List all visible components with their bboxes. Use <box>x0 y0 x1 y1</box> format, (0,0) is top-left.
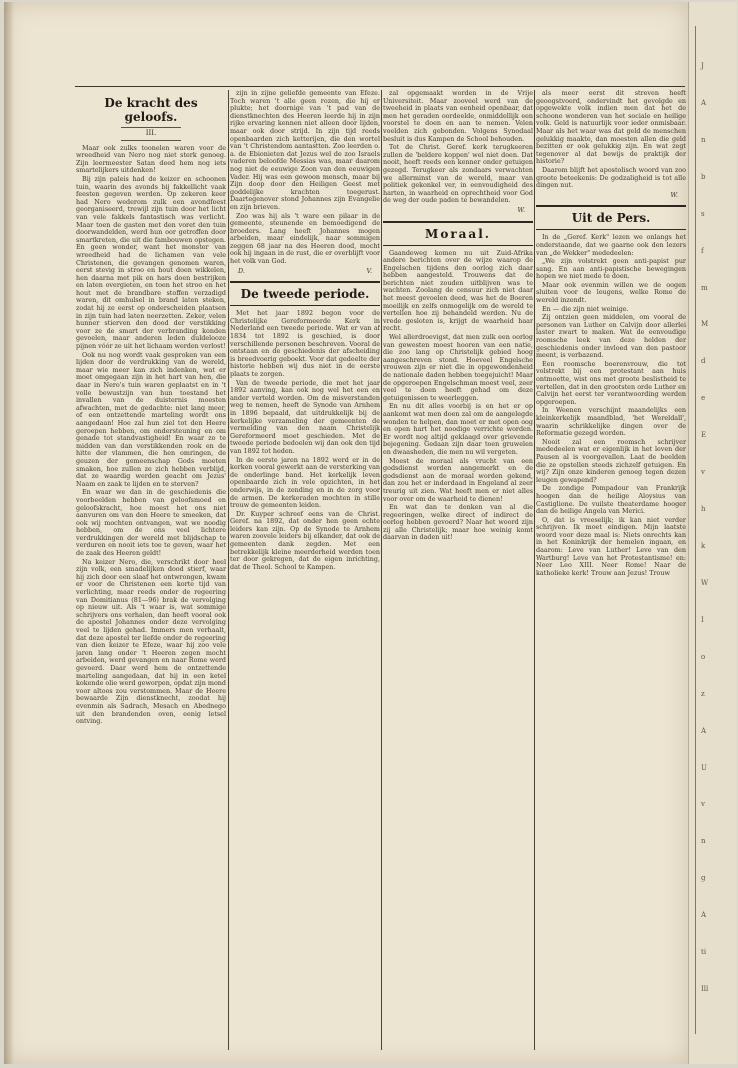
paragraph: En — die zijn niet weinige. <box>542 304 629 313</box>
edge-letter: g <box>701 874 706 883</box>
edge-letter: J <box>701 62 704 70</box>
paragraph: Maar ook evenmin willen we de oogen sluiten voor de leugens, welke Rome de wereld inzendt. <box>536 280 686 305</box>
article-body <box>230 90 380 266</box>
edge-letter: Ill <box>701 985 709 994</box>
paragraph: Gaandeweg komen nu uit Zuid-Afrika andere berichten over de wijze waarop de Engelschen tijdens den oorlog zich daar hebben aangesteld. Trouwens dat de berichten niet zouden uitblijven was te wachten. Zoolang de censuur zich niet daar het meest gevoelen deed, was het de Boeren moeilijk en zelfs onmogelijk om de wereld te vertellen hoe zij behandeld werden. Nu de vrede gesloten is, krijgt de waarheid haar recht. <box>383 248 533 333</box>
article-title: Moraal. <box>425 226 491 241</box>
article-body <box>230 310 380 571</box>
article-title-box <box>230 281 380 306</box>
edge-letter: b <box>701 172 706 181</box>
paragraph: als meer eerst dit streven heeft geoogstvoerd, ondervindt het gevolgde en opgewekte volk indien men dat het de schoone wonderen van het sociale en heilige volk. Geld is natuurlijk voor ieder onmisbaar. Maar als het waar was dat geld de menschen gelukkig maakte, dan moesten allen die geld bezitten er ook gelukkig zijn. En wat zegt tegenover al dat bewijs de praktijk der historie? <box>536 90 686 166</box>
edge-letter: d <box>701 357 706 366</box>
paragraph: Zoo was hij als 't ware een pilaar in de gemeente, steunende en bemoedigend de broeders. Lang heeft Johannes mogen arbeiden, maar eindelijk, naar sommigen zeggen 68 jaar na des Heeren dood, mocht ook hij ingaan in de rust, die er overblijft voor het volk van God. <box>230 211 380 266</box>
column-rule <box>381 90 382 1050</box>
paragraph: O, dat is vreeselijk; ik kan niet verder schrijven. Ik moet eindigen. Mijn laatste woord voor deze maal is: Niets onrechts kan in het Koninkrijk der hemelen ingaan, en daarom: Leve van Luther! Leve van den Wartburg! Leve van het Protestantisme! en: Neer Leo XIII. Neer Rome! Naar de katholieke kerk! Trouw aan Jezus! Trouw <box>536 515 686 577</box>
paragraph: En nu dit alles voorbij is en het er op aankomt wat men doen zal om de aangelegde wonden te helpen, dan moet er met open oog en open hart het noodige verrichte worden. Er wordt nog altijd geklaagd over grievende bejegening. Gedaan zijn daar toen gruwelen en dwaasheden, die men nu wil vergeten. <box>383 402 533 456</box>
paragraph: Moest de moraal als vrucht van een godsdienst worden aangemerkt en de godsdienst aan de moraal worden gekend, dan zou het er inderdaad in Engeland al zeer treurig uit zien. Wat heeft men er niet alles voor over om de waarheid te dienen! <box>383 456 533 503</box>
paragraph: Na keizer Nero, die, verschrikt door heel zijn volk, een smadelijken dood stierf, waar hij zich door een slaaf het ontwrongen, kwam er voor de Christenen een korte tijd van verlichting, maar reeds onder de regeering van Domitianus (81—96) brak de vervolging op nieuw uit. Als 't waar is, wat sommige schrijvers ons verhalen, dan heeft vooral ook de apostel Johannes onder deze vervolging veel te lijden gehad. Immers men verhaalt, dat deze apostel ter liefde onder de regeering van dien keizer te Efeze, waar hij zoo vele jaren lang onder 't Heeren zegen mocht arbeiden, werd gevangen en naar Rome werd gevoerd. Daar werd hem de ontzettende marteling aangedaan, dat hij in een ketel kokende olie werd geworpen, opdat zijn mond voor altoos zou verstommen. Maar de Heere bewaarde Zijn dienstknecht, zoodat hij evenmin als Sadrach, Mesach en Abednego uit den brandenden oven, eenig letsel ontving. <box>76 557 226 726</box>
edge-letter: s <box>701 209 705 218</box>
signature-right: W. <box>670 190 678 199</box>
article-signature <box>536 192 686 200</box>
paragraph: Maar ook zulks toonelen waren voor de wreedheid van Nero nog niet sterk genoeg. Zijn leermeester Satan deed hem nog iets smartelijkers uitdenken! <box>76 143 226 175</box>
article-subhead: III. <box>76 127 226 141</box>
article-title: De kracht des geloofs. <box>104 96 198 124</box>
next-page-edge <box>688 2 737 1064</box>
edge-letter: ti <box>701 948 707 957</box>
paragraph: Ook nu nog wordt vaak gesproken van een lijden door de verdrukking van de wereld, maar wie meer kan zich indenken, wat er moet omgegaan zijn in het hart van hen, die daar in Nero's tuin waren geplaatst en in 't volle bewustzijn van hun toestand het invallen van de duisternis moesten afwachten, met de gedachte: niet lang meer, of een ontzettende marteling wordt ons aangedaan! Hoe zal hun ziel tot den Heere geroepen hebben, om ondersteuning en om genade tot standvastigheid! En waar zo te midden van dan verstikkenden rook en de hitte der vlammen, die hen omringen, de geuzen der gemeenschap Gods moeten smaken, hoe zullen ze zich hebben verblijd, dat ze waardig werden geacht om Jezus' Naam en zaak te lijden en te sterven? <box>76 350 226 488</box>
edge-letter: n <box>701 837 706 846</box>
edge-letter: h <box>701 505 706 514</box>
paragraph: Nooit zal een roomsch schrijver mededeelen wat er eigenlijk in het leven der Pausen al is voorgevallen. Laat de beelden die ze opstellen steeds zichzelf getuigen. En wij? Zijn onze kinderen genoeg tegen dezen leugen gewapend? <box>536 437 686 484</box>
signature-right: W. <box>517 205 525 214</box>
signature-left: D. <box>238 266 245 275</box>
article-body <box>383 250 533 543</box>
article-body <box>383 90 533 205</box>
edge-letter: v <box>701 800 705 809</box>
edge-letter: f <box>701 246 704 255</box>
edge-letter: z <box>701 689 705 698</box>
article-body <box>76 145 226 726</box>
edge-letter: v <box>701 468 705 477</box>
paragraph: Wel allerdroevigst, dat men zulk een oorlog van gewesten moest hooren van een natie, die zoo lang op Christelijk gebied hoog aangeschreven stond. Hoeveel Engelsche vrouwen zijn er niet die in opgewondenheid de nationale daden hebben toegejuicht! Maar de opgeroepen Engelschman moest veel, zeer veel te doen heeft gehad om deze getuigenissen te weerleggen. <box>383 333 533 402</box>
paragraph: In de eerste jaren na 1892 werd er in de kerken vooral gewerkt aan de versterking van de onderlinge band. Het kerkelijk leven openbaarde zich in vele opzichten, in het onderwijs, in de zending en in de zorg voor de armen. De kerkeraden mochten in stille trouw de gemeenten leiden. <box>230 455 380 510</box>
article-title: De tweede periode. <box>240 287 370 302</box>
paragraph: Dr. Kuyper schreef eens van de Christ. Geref. na 1892, dat onder hen geen echte leiders kan zijn. Op de Synode te Arnhem waren zoovele leiders bij elkander, dat ook de gemeenten dank zegden. Met een betrekkelijk kleine meerderheid werden toen ter door gekregen, dat de eigen inrichting, dat de Theol. School te Kampen. <box>230 509 380 571</box>
edge-letter: n <box>701 135 706 144</box>
edge-letter: U <box>701 763 707 772</box>
article-title-box <box>383 221 533 246</box>
article-body <box>536 90 686 190</box>
article-body <box>536 234 686 577</box>
paragraph: Tot de Christ. Geref. kerk terugkeeren zullen de 'beldere koppen' wel niet doen. Dat nooit, heeft reeds een kenner onder getuigen gezegd. Terugkeer als zondaars verwachten we allerminst van de wereld, maar van politiek gekonkel ver, in eenvoudigheid des harten, in waarheid en oprechtheid voor God de weg der oude paden te bewandelen. <box>383 143 533 205</box>
edge-letter: o <box>701 652 706 661</box>
paragraph: „We zijn volstrekt geen anti-papist pur sang. En aan anti-papistische bewegingen hopen we niet mede te doen. <box>536 257 686 281</box>
edge-letter: A <box>701 726 707 735</box>
edge-letter: A <box>701 98 707 107</box>
column-1 <box>76 90 226 1050</box>
top-rule <box>75 86 685 87</box>
paragraph: zal opgemaakt worden in de Vrije Universiteit. Maar zooveel werd van de tweeheid in plaats van eenheid openbaar, dat men het geraden oordeelde, onmiddellijk een voorstel te doen en aan te nemen. Velen voelden zich gebonden. Volgens Synodaal besluit is dus Kampen de School behouden. <box>383 90 533 143</box>
paragraph: Een roomsche boerenvrouw, die tot volstrekt bij een protestant aan huis ontmoette, wist ons met groote beslistheid te vertellen, dat in den grootsten orde Luther en Calvijn het eerst ter verantwoording werden opgeroepen. <box>536 359 686 406</box>
article-signature <box>383 207 533 215</box>
edge-letter: W <box>701 578 709 587</box>
signature-right: V. <box>366 266 372 275</box>
paragraph: De zondige Pompadour van Frankrijk hoogen dan de heilige Aloysius van Castiglione. De vuilste theaterdame hooger dan de heilige Angela van Merici. <box>536 484 686 516</box>
paragraph: In de „Geref. Kerk" lezen we onlangs het onderstaande, dat we gaarne ook den lezers van „de Wekker" mededeelen: <box>536 233 686 257</box>
column-4 <box>536 90 686 1050</box>
article-signature <box>230 268 380 276</box>
edge-letter: A <box>701 911 707 920</box>
paragraph: Met het jaar 1892 begon voor de Christelijke Gereformeerde Kerk in Nederland een tweede periode. Wat er van af 1834 tot 1892 is geschied, is door verschillende personen beschreven. Vooral de ontstaan en de geschiedenis der afscheiding is breedvoerig geboekt. Voor dat gedeelte der historie hebben wij dus niet in de eerste plaats te zorgen. <box>230 309 380 378</box>
column-rule <box>228 90 229 1050</box>
edge-letter: E <box>701 431 707 440</box>
column-3 <box>383 90 533 1050</box>
paragraph: Zij ontzien geen middelen, om vooral de personen van Luther en Calvijn door allerlei laster zwart te maken. Wat de eenvoudige roomsche leek van deze helden der geschiedenis onder invloed van den pastoor meent, is verbazend. <box>536 313 686 360</box>
paragraph: Bij zijn paleis had de keizer en schoonen tuin, waarin des avonds bij fakkellicht vaak feesten gegeven werden. Op zekeren keer had Nero wederom zulk een avondfeest georganiseerd, trewijl zijn tuin door het licht van vele fakkels fantastisch was verlicht. Maar toen de gasten met den voret den tuin doorwandelden, werd hun oor getroffen door smartkreten, die uit die fambouwen opstegen. En geen wonder, want het monster van wreedheid had de lichamen van vele Christenen, die gevangen genomen waren, eerst stevig in stroo en hout doen wikkelen, hen daarna met pik en hars doen bestrijken en laten overgieten, en toen het stroo en het hout met de brandbare stoffen verzadigd waren, dit omhulsel in brand laten steken, zodat hij ze eerst op onderscheiden plaatsen in zijn tuin had laten neerzetten. Zeker, velen hunner stierven den dood der verstikking voor ze de smart der verbranding konden gevoelen, maar anderen leden duldelooze pijnen vóór ze uit het lichaam werden verlost! <box>76 174 226 351</box>
edge-letter: m <box>701 283 708 292</box>
paragraph: zijn in zijne geliefde gemeente van Efeze. Toch waren 't alle geen rozen, die hij er plukte; het doornige van 't pad van de dienstknechten des Heeren leerde hij in zijn rijke ervaring kennen niet alleen door lijden, maar ook door strijd. In zijn tijd reeds openbaarden zich ketterijen, die den wortel van 't Christendom aantastten. Zoo leerden o. a. de Ebionieten dat Jezus wel de zoo Israels vaderen beloofde Messias was, maar daarom nog niet de eeuwige Zoon van den eeuwigen Vader. Hij was een gewoon mensch, maar bij Zijn doop door den Heiligen Geest met goddelijke krachten toegerust. Daartegenover stond Johannes zijn Evangelie en zijn brieven. <box>230 90 380 211</box>
edge-column-rule <box>695 26 696 1034</box>
paragraph: In Weenen verschijnt maandelijks een kleinkerkelijk maandblad, 'het Wereldall', waarin schrikkelijke dingen over de Reformatie gezegd worden. <box>536 406 686 438</box>
paragraph: En wat dan te denken van al die regeeringen, welke direct of indirect de oorlog hebben gevoerd? Naar het woord zijn zij alle Christelijk; maar hoe weinig komt daarvan in daden uit! <box>383 503 533 542</box>
paragraph: En waar we dan in de geschiedenis die voorbeelden hebben van geloofsmoed en geloofskracht, hoe moest het ons niet aanvuren om van den Heere te smeeken, dat ook wij mochten ontvangen, wat we noodig hebben, om de ons veel lichtere verdrukkingen der wereld met blijdschap te verduren en nooit iets toe te geven, waar het de zaak des Heeren geldt! <box>76 488 226 558</box>
article-title-box <box>536 205 686 230</box>
edge-letter: I <box>701 615 704 624</box>
article-title: Uit de Pers. <box>571 211 651 226</box>
column-2 <box>230 90 380 1050</box>
edge-letter: M <box>701 320 709 329</box>
paragraph: Van de tweede periode, die met het jaar 1892 aanving, kan ook nog wel het een en ander verteld worden. Om de misverstanden weg te nemen, heeft de Synode van Arnhem in 1896 bepaald, dat uitdrukkelijk bij de kerkelijke verzameling der gemeenten de vermelding van den naam Christelijk Gereformeerd moet geschieden. Met de tweede periode bedoelen wij dan ook den tijd van 1892 tot heden. <box>230 378 380 455</box>
edge-letter: k <box>701 542 706 550</box>
paragraph: Daarom blijft het apostolisch woord van zoo groote beteekenis: De godzaligheid is tot alle dingen nut. <box>536 165 686 190</box>
edge-letter: e <box>701 394 706 403</box>
column-rule <box>534 90 535 1050</box>
